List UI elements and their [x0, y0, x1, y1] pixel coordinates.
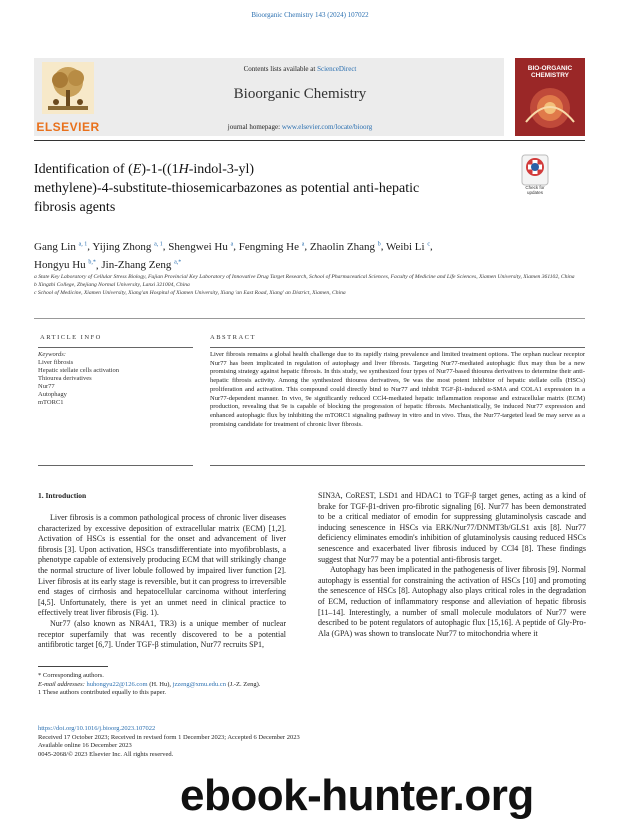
author[interactable]	[34, 259, 96, 271]
body-column-right	[318, 491, 586, 639]
corresponding-note: * Corresponding authors.	[38, 672, 104, 679]
author-affiliation-mark: a,*	[174, 259, 182, 266]
journal-reference[interactable]: Bioorganic Chemistry 143 (2024) 107022	[251, 11, 369, 19]
online-date: Available online 16 December 2023	[38, 742, 132, 750]
crossmark-label: Check for updates	[525, 185, 545, 195]
email-note	[38, 681, 438, 690]
affiliation: a State Key Laboratory of Cellular Stress Biology, Fujian Provincial Key Laboratory of Innovative Drug Target Research, School of Pharmaceutical Sciences, Faculty of Medicine and Life Sciences, Xiamen University, Xiamen 361102, China	[34, 274, 575, 280]
author-name: Weibi Li	[386, 240, 425, 253]
paper-title	[34, 160, 504, 217]
author-name: Fengming He	[238, 240, 299, 253]
title-part: H	[178, 162, 189, 177]
email-link[interactable]: jzzeng@xmu.edu.cn	[172, 680, 226, 688]
email-owner: (J.-Z. Zeng).	[225, 680, 261, 688]
email-link[interactable]: huhongyu22@126.com	[86, 680, 148, 688]
author-affiliation-mark: b	[377, 241, 381, 247]
homepage-link[interactable]: www.elsevier.com/locate/bioorg	[281, 123, 373, 131]
title-part: Identification of (	[34, 162, 133, 177]
cover-art-icon	[522, 82, 578, 132]
affiliation: c School of Medicine, Xiamen University, Xiang'an Hospital of Xiamen University, Xiang 'an East Road, Xiang' an District, Xiamen, China	[34, 290, 346, 296]
article-info-heading: ARTICLE INFO	[40, 334, 102, 341]
body-paragraph: Autophagy has been implicated in the pathogenesis of liver fibrosis [9]. Normal autophagy is essential for constraining the activation of HSCs [10] and promoting the senescence of HSCs [8]. Autophagy also plays critical roles in the degradation of ECM, reduction of inflammatory response and alleviation of hepatic fibrosis [11–14]. Interestingly, a number of small molecule modulators of Nur77 were described to be potent regulators of autophagic flux [15,16]. A peptide of Gly-Pro-Ala (GPA) was shown to translocate Nur77 to mitochondria where it	[318, 565, 586, 638]
publisher-name: ELSEVIER	[36, 120, 100, 134]
elsevier-tree-icon	[42, 62, 94, 114]
author-name: Zhaolin Zhang	[309, 240, 375, 253]
abstract-text: Liver fibrosis remains a global health challenge due to its rapidly rising prevalence and limited treatment options. The orphan nuclear receptor Nur77 has been implicated in regulation of autophagy and liver fibrosis. Targeting Nur77-mediated autophagic flux may thus be a new promising strategy against hepatic fibrosis. In this study, we synthesized four types of Nur77-based thiourea derivatives to determine their anti-hepatic fibrosis activity. Among the synthesized thiourea derivatives, 9e was the most potent inhibitor of hepatic stellate cells (HSCs) proliferation and activation. This compound could directly bind to Nur77 and inhibit TGF-β1-induced α-SMA and COLA1 expression in a Nur77-dependent manner. In vivo, 9e significantly reduced CCl4-mediated hepatic inflammation response and extracellular matrix (ECM) production, revealing that 9e is capable of blocking the progression of hepatic fibrosis. Mechanistically, 9e induced Nur77 expression and enhanced autophagic flux by inhibiting the mTORC1 signaling pathway in vitro and in vivo. Thus, the Nur77-targeted lead 9e may serve as a promising candidate for treatment of chronic liver fibrosis.	[210, 351, 585, 428]
body-paragraph: SIN3A, CoREST, LSD1 and HDAC1 to TGF-β target genes, acting as a kind of brake for TGF-β1-driven pro-fibrotic signaling [6]. Nur77 has been demonstrated to be a critical mediator of emodin for suppressing glutaminolysis cascade and inducing senescence in HSCs via ERK/Nur77/DNMT3b/GLS1 axis [8]. Nur77 deficiency eliminates emodin's inhibition of glutaminolysis causing reduced HSCs senescence and exacerbated liver fibrosis induced by CCl4 [8]. These findings suggest that Nur77 may be a potential anti-fibrosis target.	[318, 491, 586, 564]
author-affiliation-mark: c	[427, 241, 430, 247]
author-affiliation-mark: a, 1	[154, 241, 163, 247]
affiliations	[34, 273, 584, 297]
copyright: 0045-2068/© 2023 Elsevier Inc. All rights reserved.	[38, 750, 174, 758]
author-affiliation-mark: a, 1	[78, 241, 88, 247]
introduction-heading: 1. Introduction	[38, 491, 87, 500]
equal-contribution-note: 1 These authors contributed equally to this paper.	[38, 689, 167, 697]
received-dates: Received 17 October 2023; Received in revised form 1 December 2023; Accepted 6 December 2023	[38, 733, 300, 741]
keyword: Hepatic stellate cells activation	[38, 367, 120, 374]
publication-info	[38, 725, 438, 759]
email-label: E-mail addresses:	[38, 680, 87, 688]
elsevier-logo[interactable]	[34, 60, 102, 134]
author[interactable]	[386, 241, 430, 253]
author-name: Yijing Zhong	[92, 240, 152, 253]
keyword: Thiourea derivatives	[38, 375, 92, 382]
title-part: E	[132, 162, 142, 177]
author[interactable]	[239, 241, 305, 253]
body-paragraph: Nur77 (also known as NR4A1, TR3) is a unique member of nuclear receptor superfamily that was recently discovered to be a potential antifibrotic target [6,7]. Under TGF-β stimulation, Nur77 recruits SP1,	[38, 618, 286, 650]
keyword: Nur77	[38, 383, 55, 390]
journal-cover[interactable]	[515, 58, 585, 136]
keyword: Autophagy	[38, 391, 67, 398]
sciencedirect-link[interactable]: ScienceDirect	[317, 65, 357, 73]
article-info-bottom-rule	[38, 465, 193, 466]
crossmark-icon[interactable]	[521, 154, 549, 186]
title-part: )-1-((1	[141, 162, 179, 177]
author-name: Hongyu Hu	[34, 259, 86, 272]
abstract-bottom-rule	[210, 465, 585, 466]
footnote-rule	[38, 666, 108, 667]
watermark: ebook-hunter.org	[180, 771, 534, 820]
author[interactable]	[34, 241, 87, 253]
abstract-heading: ABSTRACT	[210, 334, 256, 341]
header-rule	[34, 140, 585, 141]
affiliation: b Xingzhi College, Zhejiang Normal University, Lanxi 321004, China	[34, 282, 190, 288]
cover-title: BIO-ORGANIC CHEMISTRY	[527, 65, 573, 79]
author[interactable]	[168, 241, 233, 253]
author-name: Gang Lin	[34, 240, 76, 253]
title-line: methylene)-4-substitute-thiosemicarbazones as potential anti-hepatic	[34, 181, 420, 196]
author-affiliation-mark: b,*	[88, 259, 96, 266]
author-name: Shengwei Hu	[168, 240, 228, 253]
abstract-rule	[210, 347, 585, 348]
author-affiliation-mark: a	[230, 241, 234, 247]
footnotes	[38, 672, 438, 698]
keyword: mTORC1	[38, 399, 64, 406]
contents-prefix: Contents lists available at	[243, 65, 318, 73]
title-part: -indol-3-yl)	[188, 162, 255, 177]
article-info-rule	[38, 347, 193, 348]
author-list: Gang Lin $^{a, 1}$, Yijing Zhong $^{a, 1}$, Shengwei Hu $^a$, Fengming He $^a$, Zhaolin Zhang $^b$, Weibi Li $^c$, Hongyu Hu $^{b,*}$, Jin-Zhang Zeng $^{a,*}$	[34, 240, 433, 272]
body-paragraph: Liver fibrosis is a common pathological process of chronic liver diseases characterized by excessive deposition of extracellular matrix (ECM) [1,2]. Activation of HSCs is essential for the onset and advancement of liver fibrosis [3]. Upon activation, HSCs transdifferentiate into myofibroblasts, a phenotype capable of extensively producing ECM that will strikingly change the normal structure of liver lobule followed by impaired liver function [2]. Liver fibrosis at its early stage is reversible, but it can progress to irreversible end stages of cirrhosis and hepatocellular carcinoma without interfering [4,5]. Unfortunately, there is yet an unmet need in clinical practice to effectively treat liver fibrosis (Fig. 1).	[38, 513, 286, 618]
contents-line	[104, 65, 496, 73]
author[interactable]	[310, 241, 381, 253]
keyword: Liver fibrosis	[38, 359, 74, 366]
author-name: Jin-Zhang Zeng	[101, 259, 172, 272]
body-column-left	[38, 513, 286, 651]
title-line: fibrosis agents	[34, 200, 116, 215]
author[interactable]	[92, 241, 162, 253]
homepage-line	[104, 123, 496, 131]
email-owner: (H. Hu),	[147, 680, 173, 688]
keywords-block	[38, 351, 193, 407]
keywords-label: Keywords:	[38, 351, 66, 358]
author[interactable]	[101, 259, 181, 271]
doi-link[interactable]: https://doi.org/10.1016/j.bioorg.2023.107022	[38, 725, 156, 732]
section-rule	[34, 318, 585, 319]
homepage-prefix: journal homepage:	[227, 123, 282, 131]
author-affiliation-mark: a	[301, 241, 305, 247]
journal-name: Bioorganic Chemistry	[233, 86, 367, 102]
